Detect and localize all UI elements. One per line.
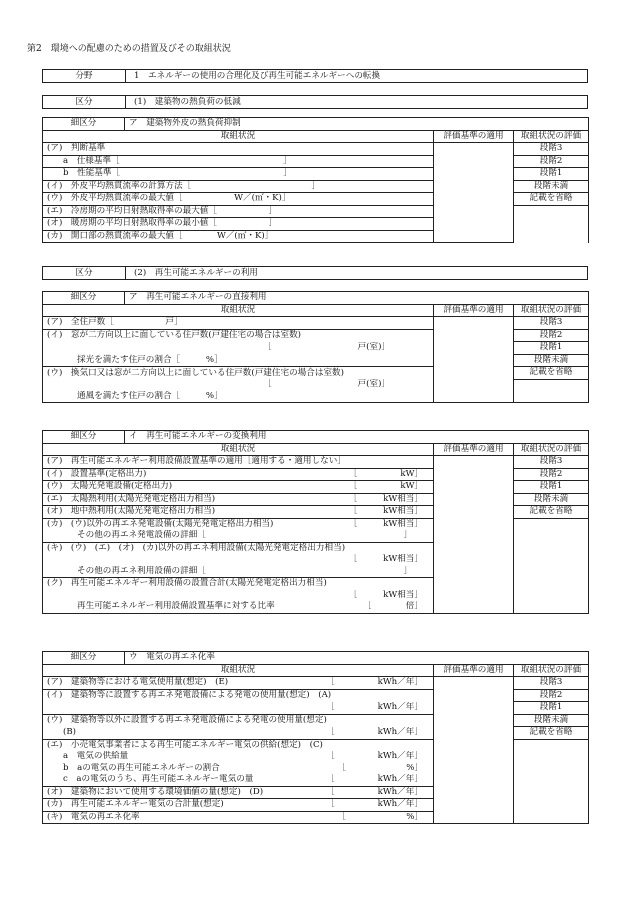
block-d-eval-header: 取組状況の評価: [514, 664, 589, 677]
block-a-row: (オ) 暖房期の平均日射熱取得率の最小値［ ］: [43, 218, 434, 231]
block-c-unit: ［ 倍］: [362, 601, 423, 612]
block-b-row: (ア) 全住戸数［ 戸］: [43, 317, 434, 330]
category1-row: [42, 95, 588, 109]
eval-level: 段階1: [514, 342, 589, 355]
block-b-criteria-header: 評価基準の適用: [434, 304, 514, 317]
block-b-sub-label: 細区分: [43, 292, 125, 305]
block-b-criteria-cell: [434, 317, 514, 403]
block-d-table: [42, 651, 589, 824]
block-b-row: ［ 戸(室)］: [43, 342, 434, 355]
block-c-criteria-cell: [434, 456, 514, 614]
block-d-unit: ［ kWh／年］: [326, 727, 423, 737]
block-d-row-label: (ア) 建築物等における電気使用量(想定) (E): [47, 677, 229, 688]
block-c-row: [43, 601, 434, 613]
category2-row: [42, 266, 588, 280]
eval-level: 記載を省略: [514, 506, 589, 519]
field-row: [42, 69, 588, 83]
block-c-row: [43, 506, 434, 519]
block-d-row: [43, 751, 434, 763]
block-b-row: ［ 戸(室)］: [43, 379, 434, 391]
block-d-row-label: c aの電気のうち、再生可能エネルギー電気の量: [63, 774, 254, 785]
block-d-sub-value: ウ 電気の再エネ化率: [125, 652, 589, 665]
block-c-row-label: 再生可能エネルギー利用設備設置基準に対する比率: [77, 601, 275, 612]
block-b-row: 採光を満たす住戸の割合［ %］: [43, 354, 434, 367]
eval-level: 段階未満: [514, 714, 589, 727]
block-c-unit: ［ kW相当］: [348, 493, 423, 504]
block-c-row: [43, 481, 434, 494]
block-c-row-label: (カ) (ウ)以外の再エネ発電設備(太陽光発電定格出力相当): [47, 518, 274, 529]
block-d-row: [43, 786, 434, 799]
block-c-row-label: (エ) 太陽熱利用(太陽光発電定格出力相当): [47, 493, 216, 504]
block-b-row: (ウ) 換気口又は窓が二方向以上に面している住戸数(戸建住宅の場合は室数): [43, 367, 434, 380]
block-d-row: (ウ) 建築物等以外に設置する再エネ発電設備による発電の使用量(想定): [43, 714, 434, 727]
eval-empty: [514, 739, 589, 824]
block-b-sub-value: ア 再生可能エネルギーの直接利用: [125, 292, 589, 305]
block-a-row: (イ) 外皮平均熱貫流率の計算方法［ ］: [43, 180, 434, 193]
block-d-row: [43, 702, 434, 715]
block-b-eval-header: 取組状況の評価: [514, 304, 589, 317]
block-d-row: [43, 727, 434, 740]
block-c-row: その他の再エネ発電設備の詳細［ ］: [43, 530, 434, 542]
block-d-sub-label: 細区分: [43, 652, 125, 665]
block-d-row: [43, 774, 434, 786]
block-d-row-label: (オ) 建築物において使用する環境価値の量(想定) (D): [47, 786, 264, 797]
eval-empty: [514, 518, 589, 613]
section-title: 第2 環境への配慮のための措置及びその取組状況: [27, 44, 231, 54]
block-d-row-label: (キ) 電気の再エネ化率: [47, 811, 140, 822]
eval-level: 段階1: [514, 702, 589, 715]
eval-level: 段階3: [514, 143, 589, 156]
block-d-row-label: (B): [63, 727, 77, 737]
block-c-row: [43, 518, 434, 530]
block-c-row: (ア) 再生可能エネルギー利用設備設置基準の適用［適用する・適用しない］: [43, 456, 434, 469]
eval-level: 段階未満: [514, 354, 589, 367]
block-c-unit: ［ kW相当］: [348, 554, 423, 565]
eval-empty: [514, 205, 589, 243]
block-c-unit: ［ kW相当］: [348, 518, 423, 529]
block-a-row: a 仕様基準［ ］: [43, 155, 434, 168]
block-c-row: その他の再エネ利用設備の詳細［ ］: [43, 566, 434, 578]
block-d-row: [43, 799, 434, 812]
block-a-row: (ア) 判断基準: [43, 143, 434, 156]
block-d-unit: ［ kWh／年］: [326, 677, 423, 688]
block-a-status-header: 取組状況: [43, 130, 434, 143]
block-c-status-header: 取組状況: [43, 443, 434, 456]
block-b-row: (イ) 窓が二方向以上に面している住戸数(戸建住宅の場合は室数): [43, 329, 434, 342]
block-d-row: (エ) 小売電気事業者による再生可能エネルギー電気の供給(想定) (C): [43, 739, 434, 751]
block-a-row: (カ) 開口部の熱貫流率の最大値［ W／(㎡・K)］: [43, 230, 434, 243]
field-value: 1 エネルギーの使用の合理化及び再生可能エネルギーへの転換: [134, 71, 381, 81]
block-d-criteria-cell: [434, 677, 514, 824]
category1-value: (1) 建築物の熱負荷の低減: [134, 97, 241, 107]
block-c-row: [43, 493, 434, 506]
category2-label: 区分: [43, 267, 126, 279]
block-c-row: [43, 468, 434, 481]
block-b-table: [42, 291, 589, 403]
block-c-table: [42, 430, 589, 614]
block-d-unit: ［ kWh／年］: [326, 774, 423, 785]
eval-level: 記載を省略: [514, 727, 589, 740]
block-d-row: (イ) 建築物等に設置する再エネ発電設備による発電の使用量(想定) (A): [43, 689, 434, 702]
eval-level: 段階2: [514, 468, 589, 481]
block-d-unit: ［ kWh／年］: [326, 702, 423, 712]
block-c-row-label: (オ) 地中熱利用(太陽光発電定格出力相当): [47, 506, 216, 517]
block-c-row: (キ) (ウ) (エ) (オ) (カ)以外の再エネ利用設備(太陽光発電定格出力相当): [43, 542, 434, 554]
block-c-row: [43, 590, 434, 602]
block-a-row: (エ) 冷房期の平均日射熱取得率の最大値［ ］: [43, 205, 434, 218]
block-b-status-header: 取組状況: [43, 304, 434, 317]
eval-level: 段階3: [514, 317, 589, 330]
block-d-unit: ［ kWh／年］: [326, 799, 423, 810]
eval-level: 記載を省略: [514, 367, 589, 380]
block-c-sub-label: 細区分: [43, 431, 125, 444]
eval-level: 段階未満: [514, 493, 589, 506]
block-d-unit: ［ %］: [337, 811, 423, 822]
block-c-row-label: (イ) 設置基準(定格出力): [47, 468, 147, 479]
block-a-sub-value: ア 建築物外皮の熱負荷抑制: [125, 118, 589, 131]
block-d-unit: ［ kWh／年］: [326, 751, 423, 762]
block-d-row-label: a 電気の供給量: [63, 751, 129, 762]
block-d-status-header: 取組状況: [43, 664, 434, 677]
block-d-unit: ［ kWh／年］: [326, 786, 423, 797]
eval-empty: [514, 379, 589, 403]
eval-level: 段階3: [514, 456, 589, 469]
block-a-criteria-header: 評価基準の適用: [434, 130, 514, 143]
field-label: 分野: [43, 70, 126, 82]
block-c-row-label: (ウ) 太陽光発電設備(定格出力): [47, 481, 173, 492]
block-c-eval-header: 取組状況の評価: [514, 443, 589, 456]
eval-level: 段階1: [514, 168, 589, 181]
eval-level: 段階2: [514, 329, 589, 342]
block-c-unit: ［ kW相当］: [348, 589, 423, 600]
block-c-row: (ク) 再生可能エネルギー利用設備の設置合計(太陽光発電定格出力相当): [43, 578, 434, 590]
block-a-table: [42, 117, 589, 243]
block-d-criteria-header: 評価基準の適用: [434, 664, 514, 677]
block-a-row: b 性能基準［ ］: [43, 168, 434, 181]
block-a-eval-header: 取組状況の評価: [514, 130, 589, 143]
block-d-row: [43, 811, 434, 824]
eval-level: 段階2: [514, 155, 589, 168]
block-a-criteria-cell: [434, 143, 514, 243]
block-c-sub-value: イ 再生可能エネルギーの変換利用: [125, 431, 589, 444]
block-c-unit: ［ kW］: [348, 481, 423, 492]
block-d-row: [43, 763, 434, 775]
block-b-row: 通風を満たす住戸の割合［ %］: [43, 391, 434, 403]
block-c-unit: ［ kW］: [348, 468, 423, 479]
block-d-unit: ［ %］: [337, 762, 423, 773]
eval-level: 段階1: [514, 481, 589, 494]
eval-level: 記載を省略: [514, 193, 589, 206]
category1-label: 区分: [43, 96, 126, 108]
block-d-row-label: (カ) 再生可能エネルギー電気の合計量(想定): [47, 799, 224, 810]
block-c-unit: ［ kW相当］: [348, 506, 423, 517]
block-d-row: [43, 677, 434, 690]
block-c-row: [43, 554, 434, 566]
block-d-row-label: b aの電気の再生可能エネルギーの割合: [63, 762, 220, 773]
eval-level: 段階3: [514, 677, 589, 690]
block-a-sub-label: 細区分: [43, 118, 125, 131]
eval-level: 段階2: [514, 689, 589, 702]
block-a-row: (ウ) 外皮平均熱貫流率の最大値［ W／(㎡・K)］: [43, 193, 434, 206]
block-c-criteria-header: 評価基準の適用: [434, 443, 514, 456]
eval-level: 段階未満: [514, 180, 589, 193]
category2-value: (2) 再生可能エネルギーの利用: [134, 268, 258, 278]
